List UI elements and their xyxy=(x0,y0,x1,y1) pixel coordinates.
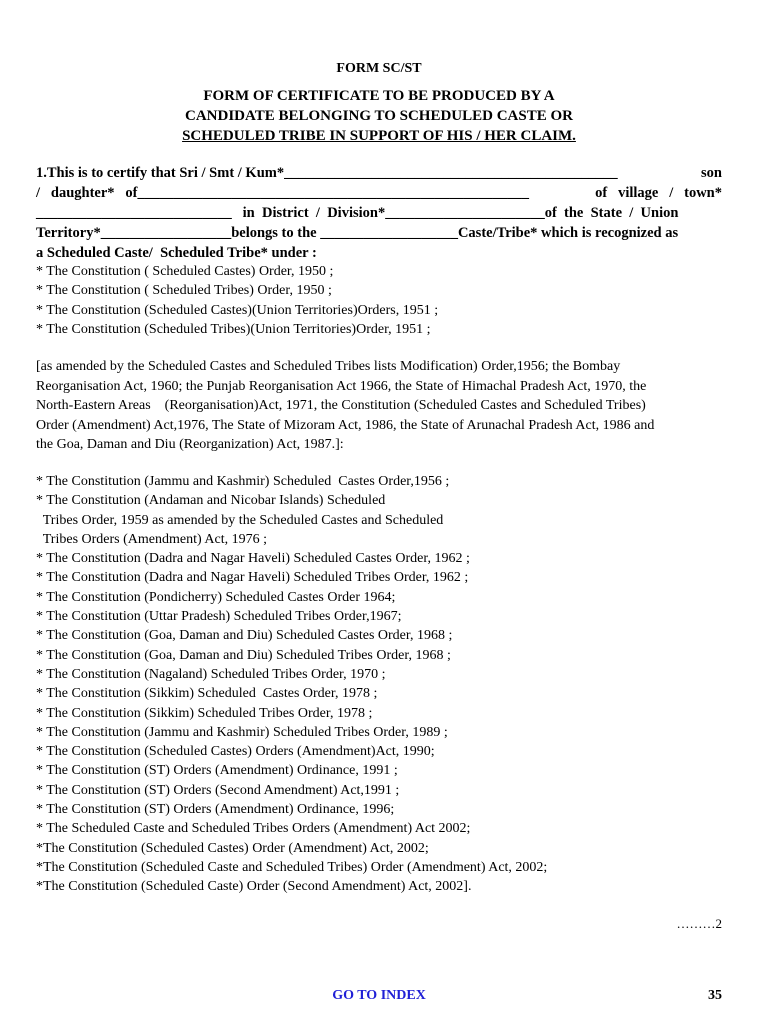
page-number: 35 xyxy=(708,988,722,1003)
additional-orders-list xyxy=(36,472,722,897)
certificate-text: of village / town* xyxy=(595,185,722,201)
list-item: * The Scheduled Caste and Scheduled Tribes Orders (Amendment) Act 2002; xyxy=(36,821,471,837)
form-code: FORM SC/ST xyxy=(336,61,422,76)
list-item: * The Constitution (Sikkim) Scheduled Castes Order, 1978 ; xyxy=(36,686,378,702)
list-item: * The Constitution (Andaman and Nicobar Islands) Scheduled xyxy=(36,493,386,509)
constitution-orders-list xyxy=(36,262,722,339)
list-item: * The Constitution (Goa, Daman and Diu) Scheduled Castes Order, 1968 ; xyxy=(36,628,453,644)
list-item: *The Constitution (Scheduled Castes) Order (Amendment) Act, 2002; xyxy=(36,840,429,856)
continuation-marker: ………2 xyxy=(676,916,722,931)
amendment-line: Reorganisation Act, 1960; the Punjab Reorganisation Act 1966, the State of Himachal Pradesh Act, 1970, the xyxy=(36,378,647,394)
list-item: * The Constitution (Scheduled Castes) Orders (Amendment)Act, 1990; xyxy=(36,744,435,760)
certificate-paragraph xyxy=(36,163,722,263)
list-item: * The Constitution (ST) Orders (Amendment) Ordinance, 1996; xyxy=(36,802,395,818)
list-item: * The Constitution (Jammu and Kashmir) Scheduled Castes Order,1956 ; xyxy=(36,474,450,489)
list-item: * The Constitution ( Scheduled Tribes) Order, 1950 ; xyxy=(36,283,332,299)
list-item: * The Constitution (Pondicherry) Scheduled Castes Order 1964; xyxy=(36,589,396,605)
certificate-text: son xyxy=(701,165,722,181)
certificate-line xyxy=(36,183,722,203)
certificate-line: a Scheduled Caste/ Scheduled Tribe* under : xyxy=(36,245,317,261)
certificate-text: / daughter* of______________________________________________________ xyxy=(36,185,529,201)
amendment-line: North-Eastern Areas (Reorganisation)Act, 1971, the Constitution (Scheduled Castes and Scheduled Tribes) xyxy=(36,398,646,414)
amendment-line: the Goa, Daman and Diu (Reorganization) Act, 1987.]: xyxy=(36,437,344,453)
list-item: * The Constitution (Sikkim) Scheduled Tribes Order, 1978 ; xyxy=(36,705,373,721)
title-line-2: CANDIDATE BELONGING TO SCHEDULED CASTE OR xyxy=(184,108,573,124)
amendment-line: [as amended by the Scheduled Castes and Scheduled Tribes lists Modification) Order,1956; the Bombay xyxy=(36,359,621,374)
certificate-text: 1.This is to certify that Sri / Smt / Kum*______________________________________________ xyxy=(36,165,618,181)
go-to-index-link[interactable]: GO TO INDEX xyxy=(332,988,426,1003)
list-item: *The Constitution (Scheduled Caste) Order (Second Amendment) Act, 2002]. xyxy=(36,879,472,895)
certificate-line: Territory*__________________belongs to the ___________________Caste/Tribe* which is recognized as xyxy=(36,225,679,241)
list-item: Tribes Orders (Amendment) Act, 1976 ; xyxy=(36,531,267,547)
list-item: * The Constitution (Scheduled Tribes)(Union Territories)Order, 1951 ; xyxy=(36,321,431,337)
list-item: * The Constitution (Nagaland) Scheduled Tribes Order, 1970 ; xyxy=(36,666,386,682)
list-item: * The Constitution (Jammu and Kashmir) Scheduled Tribes Order, 1989 ; xyxy=(36,724,448,740)
certificate-line: ___________________________ in District / Division*______________________of the State / Union xyxy=(36,205,679,221)
amendment-paragraph xyxy=(36,357,722,455)
amendment-line: Order (Amendment) Act,1976, The State of Mizoram Act, 1986, the State of Arunachal Pradesh Act, 1986 and xyxy=(36,417,655,433)
list-item: *The Constitution (Scheduled Caste and Scheduled Tribes) Order (Amendment) Act, 2002; xyxy=(36,859,548,875)
form-title xyxy=(36,86,722,146)
list-item: * The Constitution (Goa, Daman and Diu) Scheduled Tribes Order, 1968 ; xyxy=(36,647,451,663)
certificate-line xyxy=(36,163,722,183)
list-item: * The Constitution (Dadra and Nagar Haveli) Scheduled Tribes Order, 1962 ; xyxy=(36,570,469,586)
list-item: * The Constitution ( Scheduled Castes) Order, 1950 ; xyxy=(36,264,334,279)
title-line-1: FORM OF CERTIFICATE TO BE PRODUCED BY A xyxy=(203,88,555,104)
list-item: * The Constitution (Dadra and Nagar Haveli) Scheduled Castes Order, 1962 ; xyxy=(36,551,470,567)
list-item: * The Constitution (Uttar Pradesh) Scheduled Tribes Order,1967; xyxy=(36,609,402,625)
title-line-3: SCHEDULED TRIBE IN SUPPORT OF HIS / HER CLAIM. xyxy=(182,128,576,144)
list-item: Tribes Order, 1959 as amended by the Scheduled Castes and Scheduled xyxy=(36,512,444,528)
list-item: * The Constitution (Scheduled Castes)(Union Territories)Orders, 1951 ; xyxy=(36,302,439,318)
list-item: * The Constitution (ST) Orders (Second Amendment) Act,1991 ; xyxy=(36,782,400,798)
list-item: * The Constitution (ST) Orders (Amendment) Ordinance, 1991 ; xyxy=(36,763,398,779)
